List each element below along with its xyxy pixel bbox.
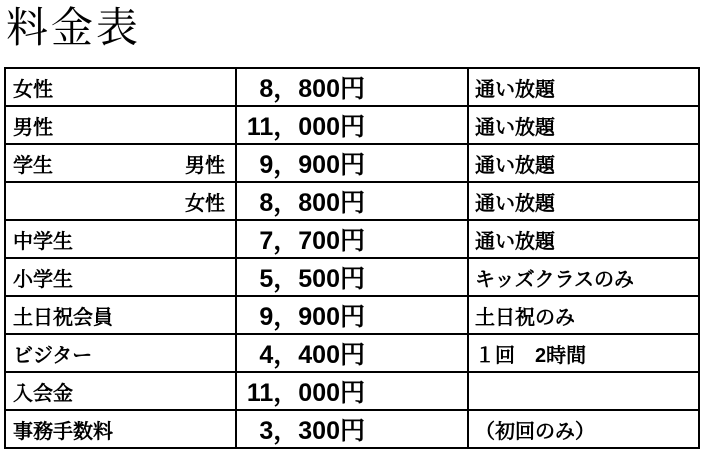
category-cell (5, 106, 236, 144)
category-inner (13, 73, 225, 102)
category-label: 女性 (13, 78, 53, 101)
note-cell: 通い放題 (468, 220, 699, 258)
category-label: 事務手数料 (13, 420, 113, 443)
category-label: ビジター (13, 344, 93, 367)
price-cell: 5，500円 (236, 258, 468, 296)
table-row (5, 144, 699, 182)
category-inner (13, 377, 225, 406)
note-cell: 通い放題 (468, 68, 699, 106)
price-cell: 9，900円 (236, 144, 468, 182)
price-cell: 4，400円 (236, 334, 468, 372)
note-cell: １回 2時間 (468, 334, 699, 372)
price-cell: 3，300円 (236, 410, 468, 448)
category-label: 中学生 (13, 230, 73, 253)
table-row (5, 220, 699, 258)
category-cell (5, 220, 236, 258)
table-row (5, 106, 699, 144)
category-inner (13, 415, 225, 444)
table-row (5, 182, 699, 220)
price-cell: 9，900円 (236, 296, 468, 334)
category-cell (5, 182, 236, 220)
category-inner (13, 263, 225, 292)
category-sublabel: 女性 (185, 192, 225, 215)
category-label: 学生 (13, 154, 53, 177)
table-row (5, 334, 699, 372)
table-row (5, 410, 699, 448)
category-cell (5, 144, 236, 182)
note-cell: キッズクラスのみ (468, 258, 699, 296)
note-cell: （初回のみ） (468, 410, 699, 448)
note-cell: 通い放題 (468, 106, 699, 144)
price-cell: 11，000円 (236, 372, 468, 410)
category-label: 小学生 (13, 268, 73, 291)
category-cell (5, 68, 236, 106)
table-row (5, 68, 699, 106)
category-inner (13, 339, 225, 368)
price-cell: 7，700円 (236, 220, 468, 258)
note-cell: 通い放題 (468, 144, 699, 182)
price-cell: 11，000円 (236, 106, 468, 144)
category-label: 土日祝会員 (13, 306, 113, 329)
category-inner (13, 187, 225, 216)
category-cell (5, 334, 236, 372)
price-cell: 8，800円 (236, 68, 468, 106)
note-cell (468, 372, 699, 410)
fee-table (4, 67, 700, 449)
page-title: 料金表 (6, 3, 142, 52)
note-cell: 土日祝のみ (468, 296, 699, 334)
table-row (5, 258, 699, 296)
category-cell (5, 372, 236, 410)
category-inner (13, 225, 225, 254)
table-row (5, 372, 699, 410)
category-sublabel: 男性 (185, 154, 225, 177)
category-cell (5, 410, 236, 448)
category-label: 入会金 (13, 382, 73, 405)
price-cell: 8，800円 (236, 182, 468, 220)
category-label: 男性 (13, 116, 53, 139)
note-cell: 通い放題 (468, 182, 699, 220)
category-inner (13, 111, 225, 140)
table-row (5, 296, 699, 334)
category-cell (5, 258, 236, 296)
category-inner (13, 149, 225, 178)
category-cell (5, 296, 236, 334)
category-inner (13, 301, 225, 330)
